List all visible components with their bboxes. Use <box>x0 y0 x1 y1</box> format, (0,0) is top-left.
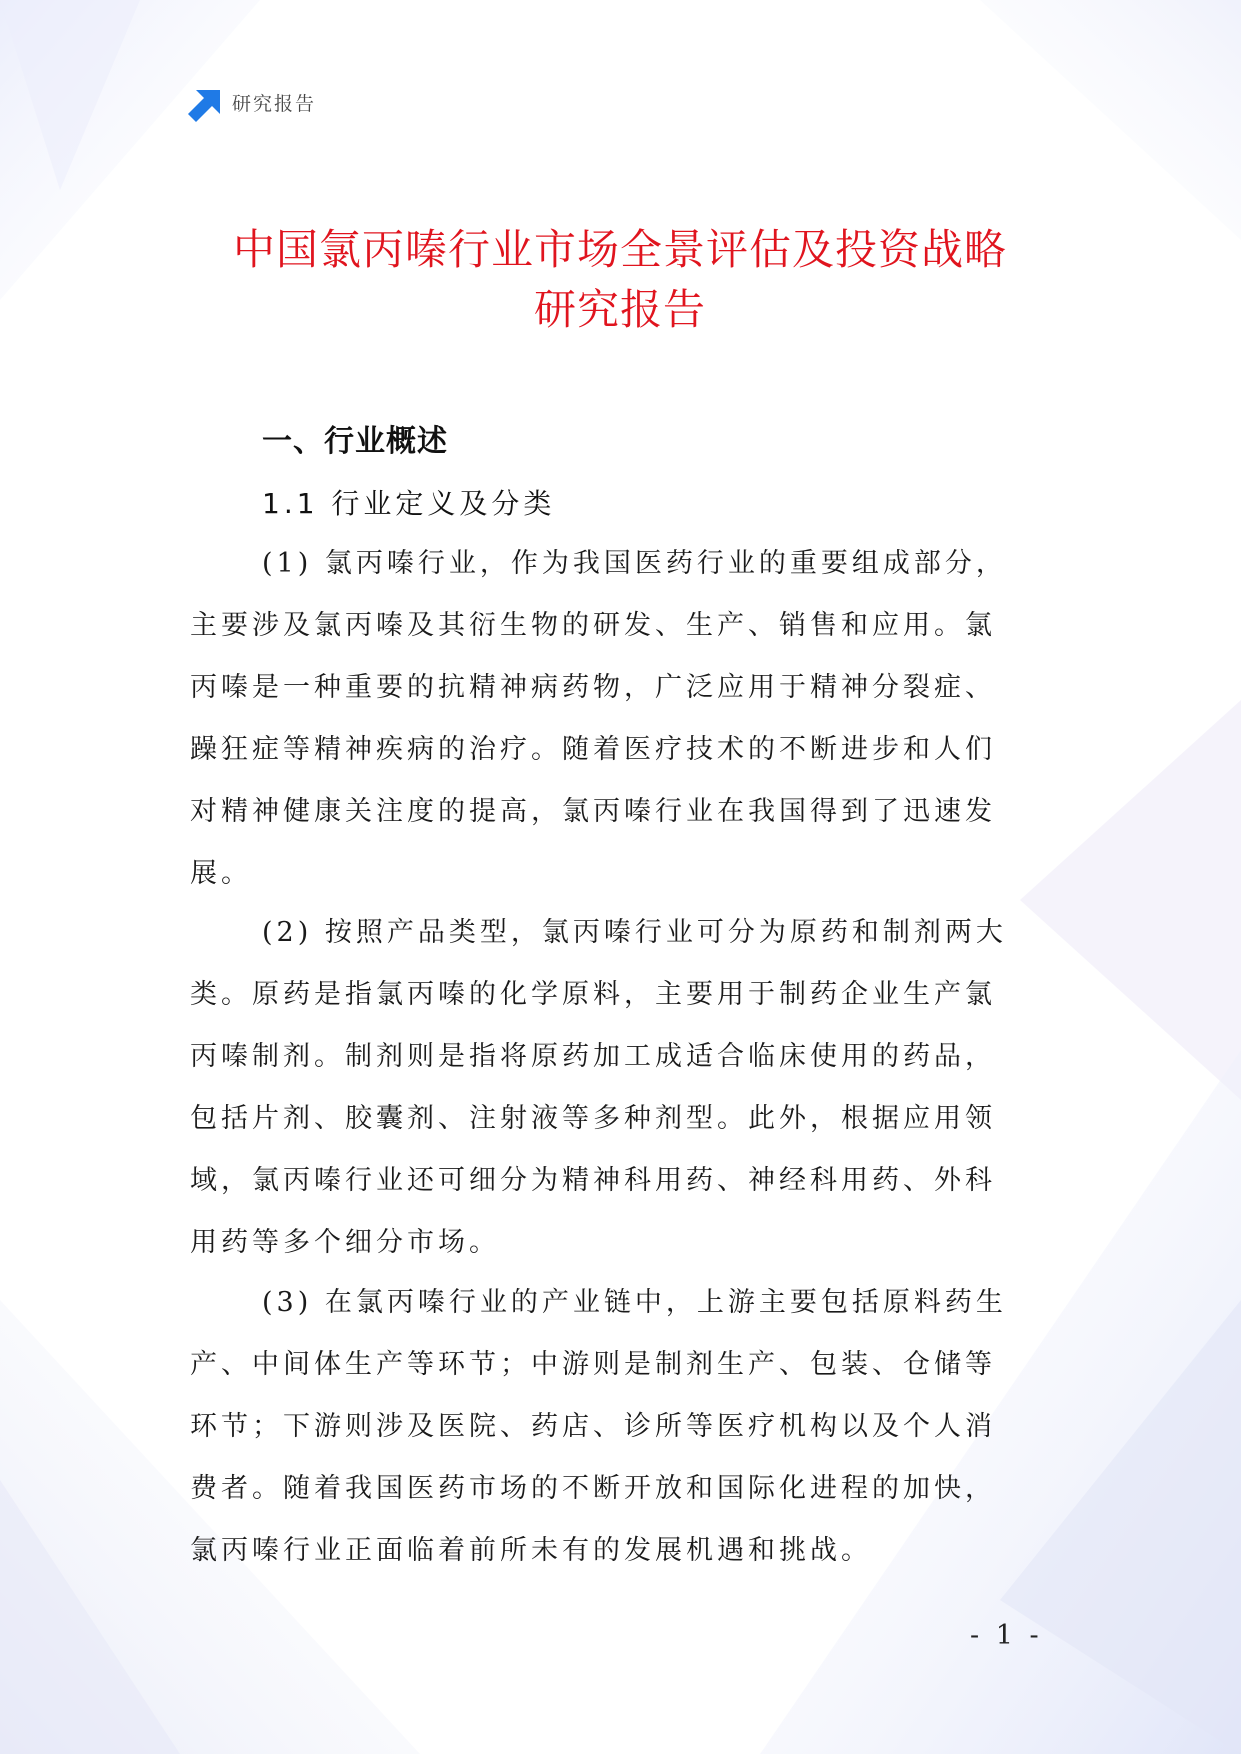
paragraph-line: 域，氯丙嗪行业还可细分为精神科用药、神经科用药、外科 <box>190 1165 996 1196</box>
page-number: - 1 - <box>970 1620 1043 1651</box>
paragraph-1 <box>190 533 1050 905</box>
document-title-line: 中国氯丙嗪行业市场全景评估及投资战略 <box>232 225 1007 274</box>
paragraph-2 <box>190 902 1050 1274</box>
paragraph-line: 丙嗪制剂。制剂则是指将原药加工成适合临床使用的药品， <box>190 1041 996 1072</box>
paragraph-line: 氯丙嗪行业正面临着前所未有的发展机遇和挑战。 <box>190 1535 872 1566</box>
paragraph-line: (2) 按照产品类型，氯丙嗪行业可分为原药和制剂两大 <box>262 917 1007 948</box>
subsection-heading: 1.1 行业定义及分类 <box>262 487 556 520</box>
paragraph-line: 躁狂症等精神疾病的治疗。随着医疗技术的不断进步和人们 <box>190 734 996 765</box>
paragraph-line: 展。 <box>190 858 252 889</box>
paragraph-line: 包括片剂、胶囊剂、注射液等多种剂型。此外，根据应用领 <box>190 1103 996 1134</box>
paragraph-line: 对精神健康关注度的提高，氯丙嗪行业在我国得到了迅速发 <box>190 796 996 827</box>
paragraph-line: (1) 氯丙嗪行业，作为我国医药行业的重要组成部分， <box>262 548 1007 579</box>
paragraph-line: 产、中间体生产等环节；中游则是制剂生产、包装、仓储等 <box>190 1349 996 1380</box>
paragraph-line: 主要涉及氯丙嗪及其衍生物的研发、生产、销售和应用。氯 <box>190 610 996 641</box>
document-title-line: 研究报告 <box>533 285 706 334</box>
paragraph-line: 费者。随着我国医药市场的不断开放和国际化进程的加快， <box>190 1473 996 1504</box>
paragraph-3 <box>190 1272 1050 1582</box>
paragraph-line: 丙嗪是一种重要的抗精神病药物，广泛应用于精神分裂症、 <box>190 672 996 703</box>
paragraph-line: (3) 在氯丙嗪行业的产业链中，上游主要包括原料药生 <box>262 1287 1007 1318</box>
blue-arrow-logo-icon <box>188 88 222 122</box>
document-title <box>150 220 1090 340</box>
header-label: 研究报告 <box>232 93 317 115</box>
paragraph-line: 环节；下游则涉及医院、药店、诊所等医疗机构以及个人消 <box>190 1411 996 1442</box>
paragraph-line: 类。原药是指氯丙嗪的化学原料，主要用于制药企业生产氯 <box>190 979 996 1010</box>
section-heading: 一、行业概述 <box>262 424 448 459</box>
paragraph-line: 用药等多个细分市场。 <box>190 1227 500 1258</box>
